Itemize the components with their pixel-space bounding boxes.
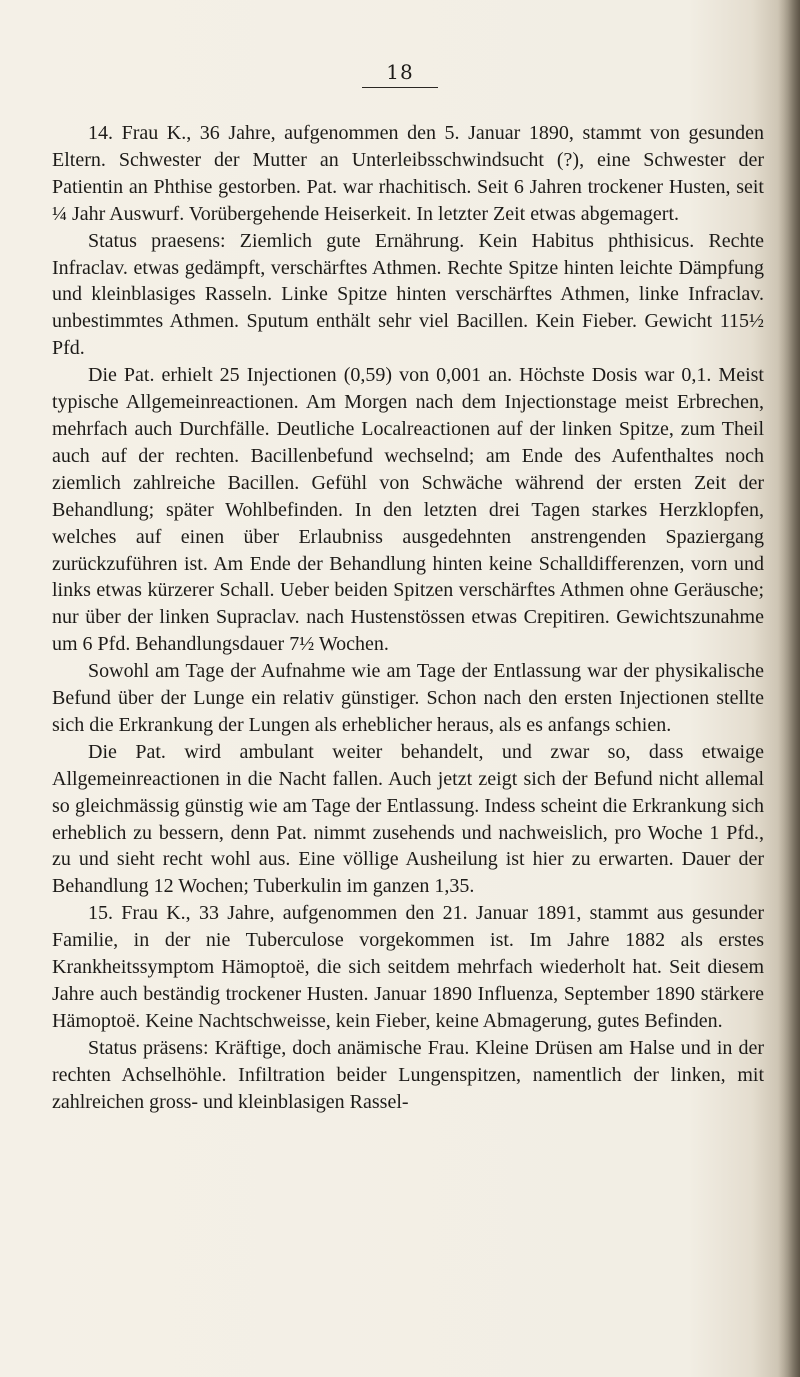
paragraph-case-14-outcome: Die Pat. wird ambulant weiter behandelt, und zwar so, dass etwaige Allgemeinreactionen in die Nacht fallen. Auch jetzt zeigt sich der Befund nicht allemal so gleichmässig günstig wie am Tage der Entlassung. Indess scheint die Erkrankung sich erheblich zu bessern, denn Pat. nimmt zusehends und nachweislich, pro Woche 1 Pfd., zu und sieht recht wohl aus. Eine völlige Ausheilung ist hier zu erwarten. Dauer der Behandlung 12 Wochen; Tuberkulin im ganzen 1,35. bbox=[52, 740, 764, 898]
page-number bbox=[0, 60, 800, 88]
body-text bbox=[52, 120, 764, 1116]
page-edge-shadow bbox=[778, 0, 800, 1377]
paragraph-case-14-findings: Sowohl am Tage der Aufnahme wie am Tage der Entlassung war der physikalische Befund über der Lunge ein relativ günstiger. Schon nach den ersten Injectionen stellte sich die Erkrankung der Lungen als erheblicher heraus, als es anfangs schien. bbox=[52, 660, 764, 736]
paragraph-case-14-treatment: Die Pat. erhielt 25 Injectionen (0,59) von 0,001 an. Höchste Dosis war 0,1. Meist typische Allgemeinreactionen. Am Morgen nach dem Injectionstage meist Erbrechen, mehrfach auch Durchfälle. Deutliche Localreactionen auf der linken Spitze, zum Theil auch auf der rechten. Bacillenbefund wechselnd; am Ende des Aufenthaltes noch ziemlich zahlreiche Bacillen. Gefühl von Schwäche während der ersten Zeit der Behandlung; später Wohlbefinden. In den letzten drei Tagen starkes Herzklopfen, welches auf einen über Erlaubniss ausgedehnten anstrengenden Spaziergang zurückzuführen ist. Am Ende der Behandlung hinten keine Schalldifferenzen, vorn und links etwas kürzerer Schall. Ueber beiden Spitzen verschärftes Athmen ohne Geräusche; nur über der linken Supraclav. nach Hustenstössen etwas Crepitiren. Gewichtszunahme um 6 Pfd. Behandlungsdauer 7½ Wochen. bbox=[52, 364, 764, 656]
page-number-text: 18 bbox=[362, 60, 437, 88]
paragraph-case-14-status: Status praesens: Ziemlich gute Ernährung. Kein Habitus phthisicus. Rechte Infraclav. etwas gedämpft, verschärftes Athmen. Rechte Spitze hinten leichte Dämpfung und kleinblasiges Rasseln. Linke Spitze hinten verschärftes Athmen, linke Infraclav. unbestimmtes Athmen. Sputum enthält sehr viel Bacillen. Kein Fieber. Gewicht 115½ Pfd. bbox=[52, 229, 764, 360]
paragraph-case-14-history: 14. Frau K., 36 Jahre, aufgenommen den 5. Januar 1890, stammt von gesunden Eltern. Schwester der Mutter an Unterleibsschwindsucht (?), eine Schwester der Patientin an Phthise gestorben. Pat. war rhachitisch. Seit 6 Jahren trockener Husten, seit ¼ Jahr Auswurf. Vorübergehende Heiserkeit. In letzter Zeit etwas abgemagert. bbox=[52, 122, 764, 225]
paragraph-case-15-history: 15. Frau K., 33 Jahre, aufgenommen den 21. Januar 1891, stammt aus gesunder Familie, in der nie Tuberculose vorgekommen ist. Im Jahre 1882 als erstes Krankheitssymptom Hämoptoë, die sich seitdem mehrfach wiederholt hat. Seit diesem Jahre auch beständig trockener Husten. Januar 1890 Influenza, September 1890 stärkere Hämoptoë. Keine Nachtschweisse, kein Fieber, keine Abmagerung, gutes Befinden. bbox=[52, 902, 764, 1032]
paragraph-case-15-status: Status präsens: Kräftige, doch anämische Frau. Kleine Drüsen am Halse und in der rechten Achselhöhle. Infiltration beider Lungenspitzen, namentlich der linken, mit zahlreichen gross- und kleinblasigen Rassel- bbox=[52, 1036, 764, 1113]
